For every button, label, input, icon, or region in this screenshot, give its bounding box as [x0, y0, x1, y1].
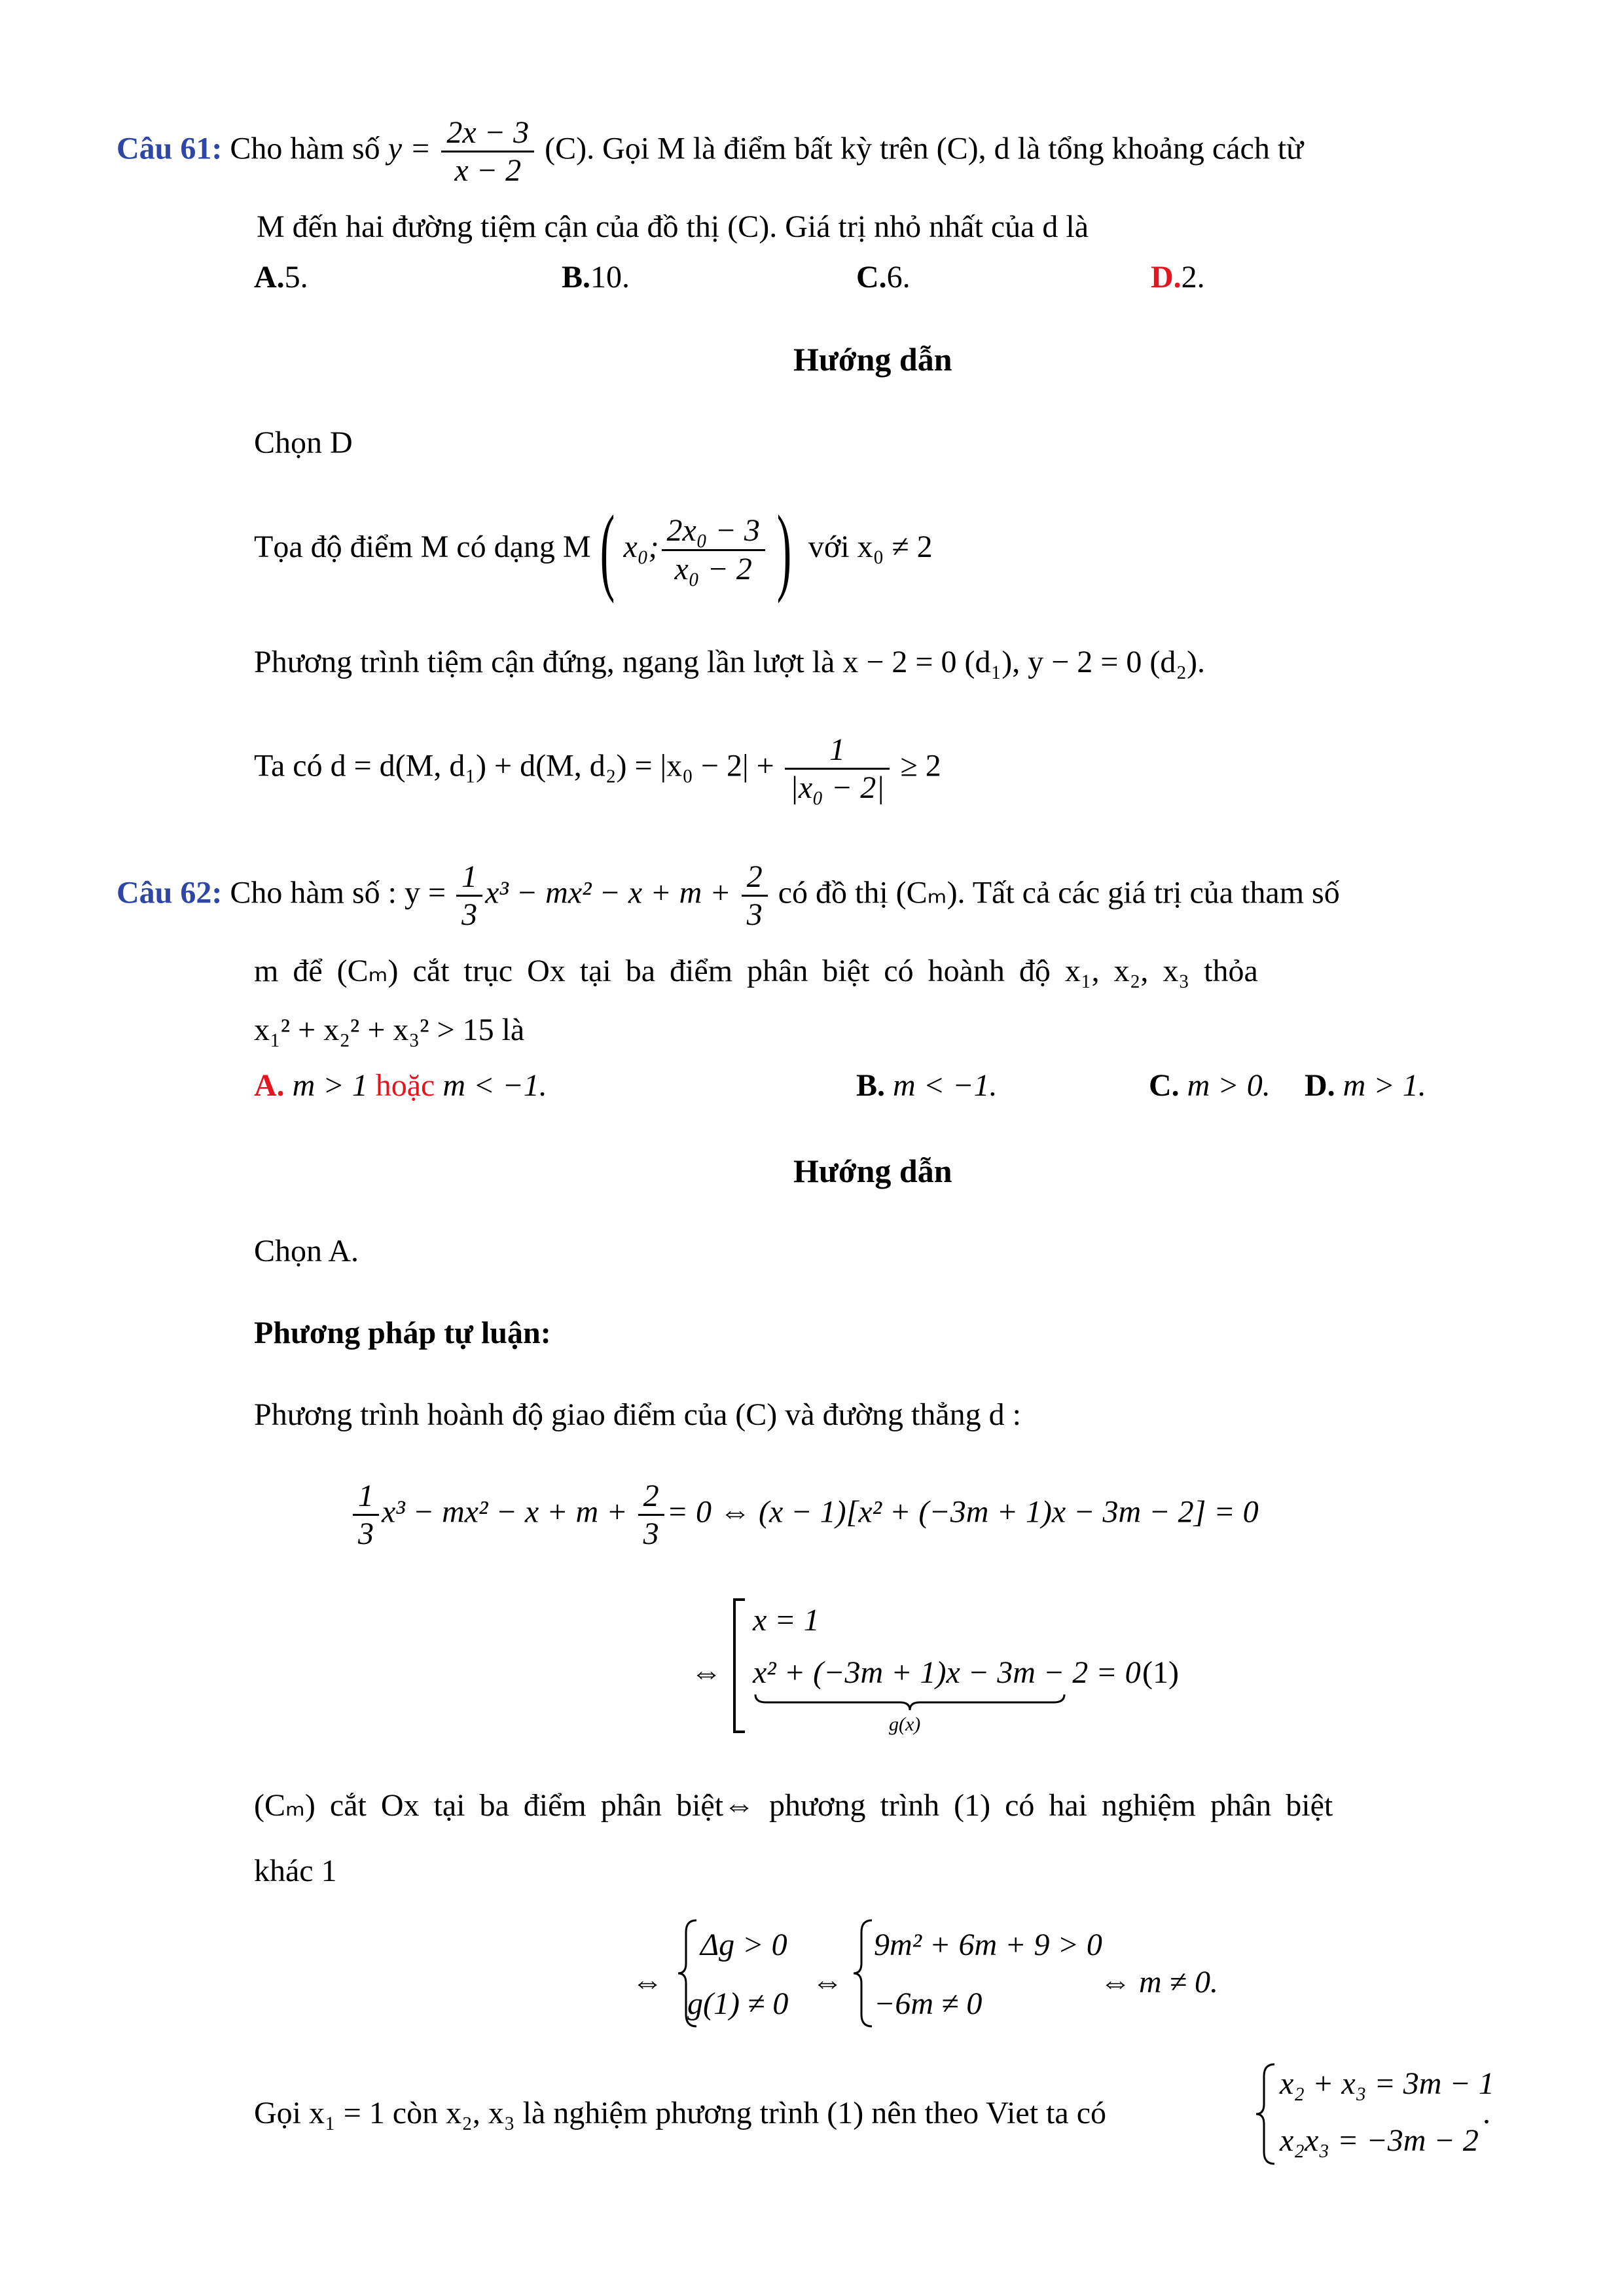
eq1-frac-two-thirds: $\frac{2}{3}$ — [638, 1478, 664, 1552]
q62-cut-line-2: khác 1 — [254, 1854, 337, 1888]
cond-brace-2 — [851, 1918, 877, 2029]
cond-a1: Δg > 0 — [700, 1928, 787, 1962]
q62-choose: Chọn A. — [254, 1234, 359, 1268]
q61-frac-num: 2x − 3 — [441, 115, 534, 152]
q62-line3: x₁² + x₂² + x₃² > 15 là — [254, 1013, 525, 1047]
q62-intersection-text: Phương trình hoành độ giao điểm của (C) và đường thẳng d : — [254, 1397, 1021, 1432]
sys1-g-label: g(x) — [889, 1713, 921, 1735]
q61-distance-fraction: $\frac{1}{\text{|x₀ − 2|}}$ — [785, 732, 890, 806]
q61-guide-heading: Hướng dẫn — [793, 341, 952, 378]
cond-a2: g(1) ≠ 0 — [687, 1986, 789, 2021]
sys1-underbrace — [753, 1692, 1067, 1712]
q61-option-c: C.6. — [856, 260, 911, 295]
viet-dot: . — [1483, 2096, 1490, 2130]
viet-brace — [1254, 2062, 1280, 2166]
q61-asymptote-line: Phương trình tiệm cận đứng, ngang lần lượt là x − 2 = 0 (d₁), y − 2 = 0 (d₂). — [254, 645, 1206, 679]
q62-option-d: D. m > 1. — [1305, 1068, 1426, 1103]
q61-choose: Chọn D — [254, 425, 353, 460]
q62-line2: m để (Cₘ) cắt trục Ox tại ba điểm phân biệt có hoành độ x₁, x₂, x₃ thỏa — [254, 954, 1258, 988]
q62-method-heading: Phương pháp tự luận: — [254, 1316, 551, 1350]
q61-line1 — [117, 115, 1303, 188]
sys1-row1: x = 1 — [753, 1603, 820, 1638]
cond-b1: 9m² + 6m + 9 > 0 — [874, 1928, 1102, 1962]
q62-equation-1: $\frac{1}{3}$ x³ − mx² − x + m + $\frac{2}{3}$ = 0 ⇔ (x − 1)[x² + (−3m + 1)x − 3m − 2] = 0 — [350, 1478, 1259, 1552]
cond-equiv-2: ⇔ — [812, 1965, 843, 2000]
q62-guide-heading: Hướng dẫn — [793, 1153, 952, 1189]
q62-option-c: C. m > 0. — [1149, 1068, 1271, 1103]
cond-b2: −6m ≠ 0 — [874, 1986, 983, 2021]
q61-fraction — [441, 115, 534, 188]
viet-row1: x₂ + x₃ = 3m − 1 — [1280, 2066, 1494, 2101]
q61-distance-line: Ta có d = d(M, d₁) + d(M, d₂) = |x₀ − 2| + $\frac{1}{\text{|x₀ − 2|}}$ ≥ 2 — [254, 732, 941, 806]
eq1-frac-third: $\frac{1}{3}$ — [353, 1478, 379, 1552]
y-equals: y = — [388, 131, 431, 166]
q62-option-b: B. m < −1. — [856, 1068, 998, 1103]
q61-text1: Cho hàm số — [230, 131, 380, 166]
q61-option-d: D.2. — [1151, 260, 1205, 295]
q62-label: Câu 62: — [117, 875, 223, 910]
q61-option-b: B.10. — [562, 260, 630, 295]
sys1-tag: (1) — [1142, 1655, 1179, 1690]
q62-line1: Câu 62: Cho hàm số : y = $\frac{1}{3}$ x³ − mx² − x + m + $\frac{2}{3}$ có đồ thị (Cₘ). Tất cả các giá trị của tham số — [117, 859, 1340, 933]
q61-line2: M đến hai đường tiệm cận của đồ thị (C). Giá trị nhỏ nhất của d là — [257, 209, 1089, 244]
q62-option-a: A. m > 1 hoặc m < −1. — [254, 1068, 547, 1103]
sys1-bracket — [728, 1597, 754, 1734]
viet-row2: x₂x₃ = −3m − 2 — [1280, 2123, 1479, 2158]
q61-coord-line: Tọa độ điểm M có dạng M( x₀; $\frac{\text{2x₀ − 3}}{\text{x₀ − 2}}$ ) với x₀ ≠ 2 — [254, 495, 933, 604]
cond-equiv-1: ⇔ — [632, 1965, 663, 2000]
q61-frac-den: x − 2 — [454, 153, 522, 188]
q62-frac-two-thirds: $\frac{2}{3}$ — [742, 859, 768, 933]
q61-text2: (C). Gọi M là điểm bất kỳ trên (C), d là tổng khoảng cách từ — [545, 131, 1304, 166]
sys1-equiv: ⇔ — [691, 1655, 722, 1690]
sys1-row2: x² + (−3m + 1)x − 3m − 2 = 0 — [753, 1655, 1141, 1690]
q62-viet-text: Gọi x₁ = 1 còn x₂, x₃ là nghiệm phương trình (1) nên theo Viet ta có — [254, 2096, 1106, 2130]
q62-cut-line: (Cₘ) cắt Ox tại ba điểm phân biệt⇔ phương trình (1) có hai nghiệm phân biệt — [254, 1788, 1333, 1823]
q61-label: Câu 61: — [117, 131, 223, 166]
q62-frac-third: $\frac{1}{3}$ — [456, 859, 482, 933]
q61-coord-fraction: $\frac{\text{2x₀ − 3}}{\text{x₀ − 2}}$ — [662, 512, 765, 586]
q61-option-a: A.5. — [254, 260, 308, 295]
cond-result: ⇔ m ≠ 0. — [1100, 1965, 1219, 2000]
